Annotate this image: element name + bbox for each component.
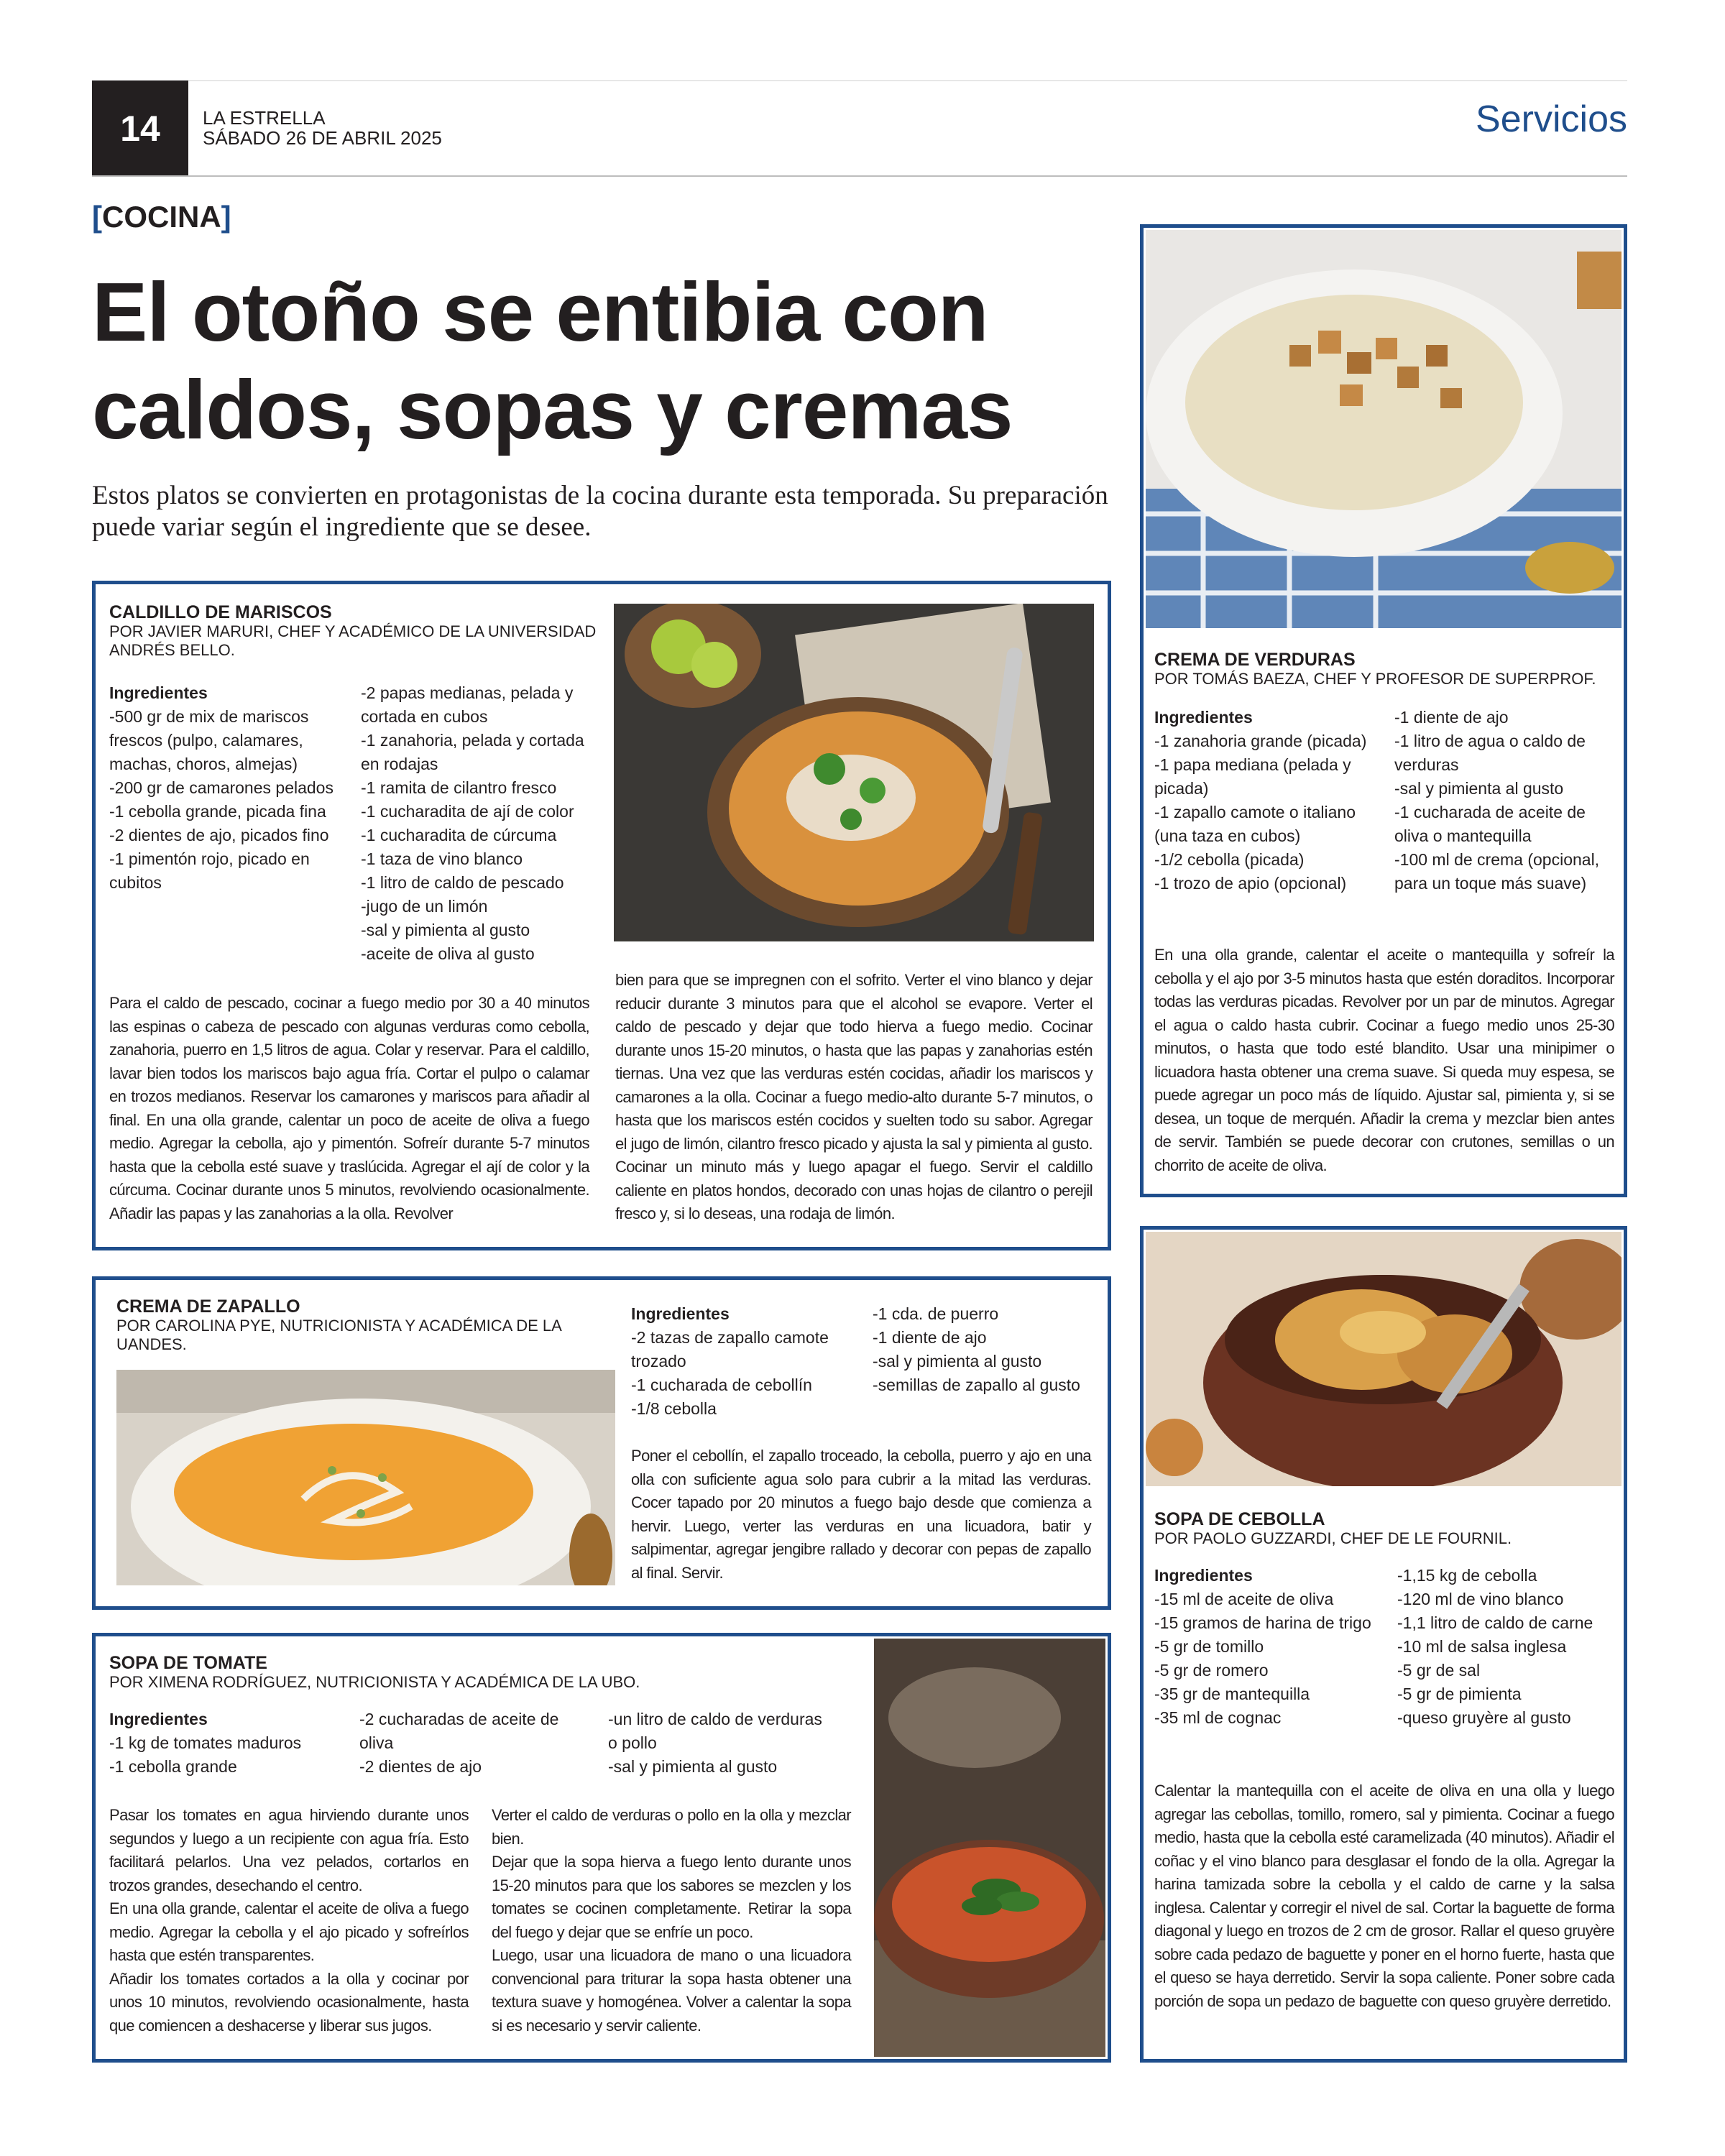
headline-line-1: El otoño se entibia con — [92, 265, 988, 359]
verduras-photo — [1146, 230, 1622, 628]
caldillo-heading — [109, 602, 598, 660]
ingredients-label: Ingredientes — [109, 1710, 208, 1728]
ingredients-col-1: -2 tazas de zapallo camote trozado -1 cucharada de cebollín -1/8 cebolla — [631, 1328, 829, 1418]
ingredients-label: Ingredientes — [109, 683, 208, 702]
recipe-body: Calentar la mantequilla con el aceite de oliva en una olla y luego agregar las cebollas, tomillo, romero, sal y pimienta. Cocinar a fuego medio, hasta que la cebolla esté caramelizada (40 minutos). Añadir el coñac y el vino blanco para desglasar el fondo de la olla. Agregar la harina tamizada sobre la cebolla y el caldo de carne y la salsa inglesa. Calentar y corregir el nivel de sal. Cortar la baguette de forma diagonal y luego en trozos de 2 cm de grosor. Rallar el queso gruyère sobre cada pedazo de baguette y poner en el horno fuerte, hasta que el queso se haya derretido. Servir la sopa caliente. Poner sobre cada porción de sopa un pedazo de baguette con queso gruyère derretido. — [1154, 1782, 1614, 2010]
ingredients-col-2: -1,15 kg de cebolla -120 ml de vino blanco -1,1 litro de caldo de carne -10 ml de salsa inglesa -5 gr de sal -5 gr de pimienta -queso gruyère al gusto — [1397, 1566, 1593, 1727]
zapallo-heading — [116, 1296, 591, 1354]
recipe-body: En una olla grande, calentar el aceite o mantequilla y sofreír la cebolla y el ajo por 3-5 minutos hasta que estén doraditos. Incorporar todas las verduras picadas. Revolver por un par de minutos. Agregar el agua o caldo hasta cubrir. Cocinar a fuego medio unos 25-30 minutos, o hasta que todo esté blandito. Usar una minipimer o licuadora hasta obtener una crema suave. Si queda muy espesa, se puede agregar un poco más de líquido. Ajustar sal, pimienta y, si se desea, un toque de merquén. Añadir la crema y mezclar bien antes de servir. También se puede decorar con crutones, semillas o un chorrito de aceite de oliva. — [1154, 946, 1614, 1174]
ingredients-col-1: -1 zanahoria grande (picada) -1 papa mediana (pelada y picada) -1 zapallo camote o italiano (una taza en cubos) -1/2 cebolla (picada) -1 trozo de apio (opcional) — [1154, 732, 1367, 893]
kicker — [92, 200, 231, 234]
recipe-body-2: Verter el caldo de verduras o pollo en la olla y mezclar bien. Dejar que la sopa hierva a fuego lento durante unos 15-20 minutos para que los sabores se mezclen y los tomates se cocinen completamente. Retirar la sopa del fuego y dejar que se enfríe un poco. Luego, usar una licuadora de mano o una licuadora convencional para triturar la sopa hasta obtener una textura suave y homogénea. Volver a calentar la sopa si es necesario y servir caliente. — [492, 1806, 851, 2035]
masthead — [203, 108, 442, 148]
ingredients-col-1: -15 ml de aceite de oliva -15 gramos de harina de trigo -5 gr de tomillo -5 gr de romero -35 gr de mantequilla -35 ml de cognac — [1154, 1590, 1371, 1727]
issue-date: SÁBADO 26 DE ABRIL 2025 — [203, 127, 442, 149]
ingredients-label: Ingredientes — [631, 1304, 730, 1323]
deck: Estos platos se convierten en protagonistas de la cocina durante esta temporada. Su preparación puede variar según el ingrediente que se desee. — [92, 481, 1108, 542]
ingredients-col-2: -2 papas medianas, pelada y cortada en cubos -1 zanahoria, pelada y cortada en rodajas -1 ramita de cilantro fresco -1 cucharadita de ají de color -1 cucharadita de cúrcuma -1 taza de vino blanco -1 litro de caldo de pescado -jugo de un limón -sal y pimienta al gusto -aceite de oliva al gusto — [361, 683, 584, 963]
recipe-byline: POR PAOLO GUZZARDI, CHEF DE LE FOURNIL. — [1154, 1529, 1512, 1547]
verduras-heading — [1154, 650, 1614, 688]
zapallo-photo — [116, 1370, 615, 1585]
header-rule — [92, 175, 1627, 177]
ingredients-col-2: -1 cda. de puerro -1 diente de ajo -sal y pimienta al gusto -semillas de zapallo al gusto — [873, 1304, 1080, 1394]
ingredients-col-1: -500 gr de mix de mariscos frescos (pulpo, calamares, machas, choros, almejas) -200 gr de camarones pelados -1 cebolla grande, picada fina -2 dientes de ajo, picados fino -1 pimentón rojo, picado en cubitos — [109, 707, 334, 892]
recipe-title: CREMA DE ZAPALLO — [116, 1296, 300, 1317]
kicker-label: COCINA — [102, 200, 221, 234]
recipe-body-1: Para el caldo de pescado, cocinar a fuego medio por 30 a 40 minutos las espinas o cabeza de pescado con algunas verduras como cebolla, zanahoria, puerro en 1,5 litros de agua. Colar y reservar. Para el caldillo, lavar bien todos los mariscos bajo agua fría. Cortar el pulpo o calamar en trozos medianos. Reservar los camarones y mariscos para añadir al final. En una olla grande, calentar un poco de aceite de oliva a fuego medio. Agregar la cebolla, ajo y pimentón. Sofreír durante 5-7 minutos hasta que la cebolla esté suave y traslúcida. Agregar el ají de color y la cúrcuma. Cocinar durante unos 5 minutos, revolviendo ocasionalmente. Añadir las papas y las zanahorias a la olla. Revolver — [109, 994, 589, 1222]
headline — [92, 263, 1113, 459]
paper-name: LA ESTRELLA — [203, 107, 326, 129]
kicker-bracket-open: [ — [92, 200, 102, 234]
kicker-bracket-close: ] — [221, 200, 231, 234]
recipe-title: CREMA DE VERDURAS — [1154, 650, 1356, 670]
recipe-body-1: Pasar los tomates en agua hirviendo durante unos segundos y luego a un recipiente con agua fría. Esto facilitará pelarlos. Una vez pelados, cortarlos en trozos grandes, desechando el centro. En una olla grande, calentar el aceite de oliva a fuego medio. Agregar la cebolla y el ajo picado y sofreírlos hasta que estén transparentes. Añadir los tomates cortados a la olla y cocinar por unos 10 minutos, revolviendo ocasionalmente, hasta que comiencen a deshacerse y liberar sus jugos. — [109, 1806, 469, 2035]
headline-line-2: caldos, sopas y cremas — [92, 363, 1013, 456]
ingredients-col-3: -un litro de caldo de verduras o pollo -sal y pimienta al gusto — [608, 1710, 822, 1776]
recipe-title: SOPA DE TOMATE — [109, 1653, 267, 1673]
recipe-byline: POR CAROLINA PYE, NUTRICIONISTA Y ACADÉMICA DE LA UANDES. — [116, 1317, 561, 1353]
recipe-title: SOPA DE CEBOLLA — [1154, 1509, 1325, 1529]
recipe-body-2: bien para que se impregnen con el sofrito. Verter el vino blanco y dejar reducir durante 3 minutos para que el alcohol se evapore. Verter el caldo de pescado y dejar que todo hierva a fuego medio. Cocinar durante unos 15-20 minutos, o hasta que las papas y zanahorias estén tiernas. Una vez que las verduras estén cocidas, añadir los mariscos y camarones a la olla. Cocinar a fuego medio-alto durante 5-7 minutos, o hasta que los mariscos estén cocidos y suelten todo su sabor. Agregar el jugo de limón, cilantro fresco picado y ajusta la sal y pimienta al gusto. Cocinar un minuto más y luego apagar el fuego. Servir el caldillo caliente en platos hondos, decorado con unas hojas de cilantro o perejil fresco y, si lo deseas, una rodaja de limón. — [615, 971, 1092, 1222]
recipe-body: Poner el cebollín, el zapallo troceado, la cebolla, puerro y ajo en una olla con suficiente agua solo para cubrir a la mitad las verduras. Cocer tapado por 20 minutos a fuego bajo desde que comienza a hervir. Luego, verter las verduras en una licuadora, batir y salpimentar, agregar jengibre rallado y decorar con pepas de zapallo al final. Servir. — [631, 1447, 1091, 1582]
recipe-byline: POR XIMENA RODRÍGUEZ, NUTRICIONISTA Y ACADÉMICA DE LA UBO. — [109, 1673, 640, 1691]
cebolla-heading — [1154, 1509, 1614, 1548]
ingredients-col-2: -1 diente de ajo -1 litro de agua o caldo de verduras -sal y pimienta al gusto -1 cucharada de aceite de oliva o mantequilla -100 ml de crema (opcional, para un toque más suave) — [1394, 708, 1600, 893]
section-title: Servicios — [1476, 98, 1627, 140]
ingredients-label: Ingredientes — [1154, 1566, 1253, 1585]
recipe-byline: POR JAVIER MARURI, CHEF Y ACADÉMICO DE LA UNIVERSIDAD ANDRÉS BELLO. — [109, 622, 597, 659]
cebolla-photo — [1146, 1232, 1622, 1486]
page-number: 14 — [92, 80, 188, 177]
ingredients-label: Ingredientes — [1154, 708, 1253, 727]
top-rule — [92, 80, 1627, 81]
recipe-byline: POR TOMÁS BAEZA, CHEF Y PROFESOR DE SUPERPROF. — [1154, 670, 1596, 688]
ingredients-col-2: -2 cucharadas de aceite de oliva -2 dientes de ajo — [359, 1710, 559, 1776]
recipe-title: CALDILLO DE MARISCOS — [109, 602, 332, 622]
caldillo-photo — [614, 604, 1094, 941]
tomate-photo — [874, 1639, 1105, 2057]
tomate-heading — [109, 1653, 756, 1692]
ingredients-col-1: -1 kg de tomates maduros -1 cebolla grande — [109, 1733, 302, 1776]
